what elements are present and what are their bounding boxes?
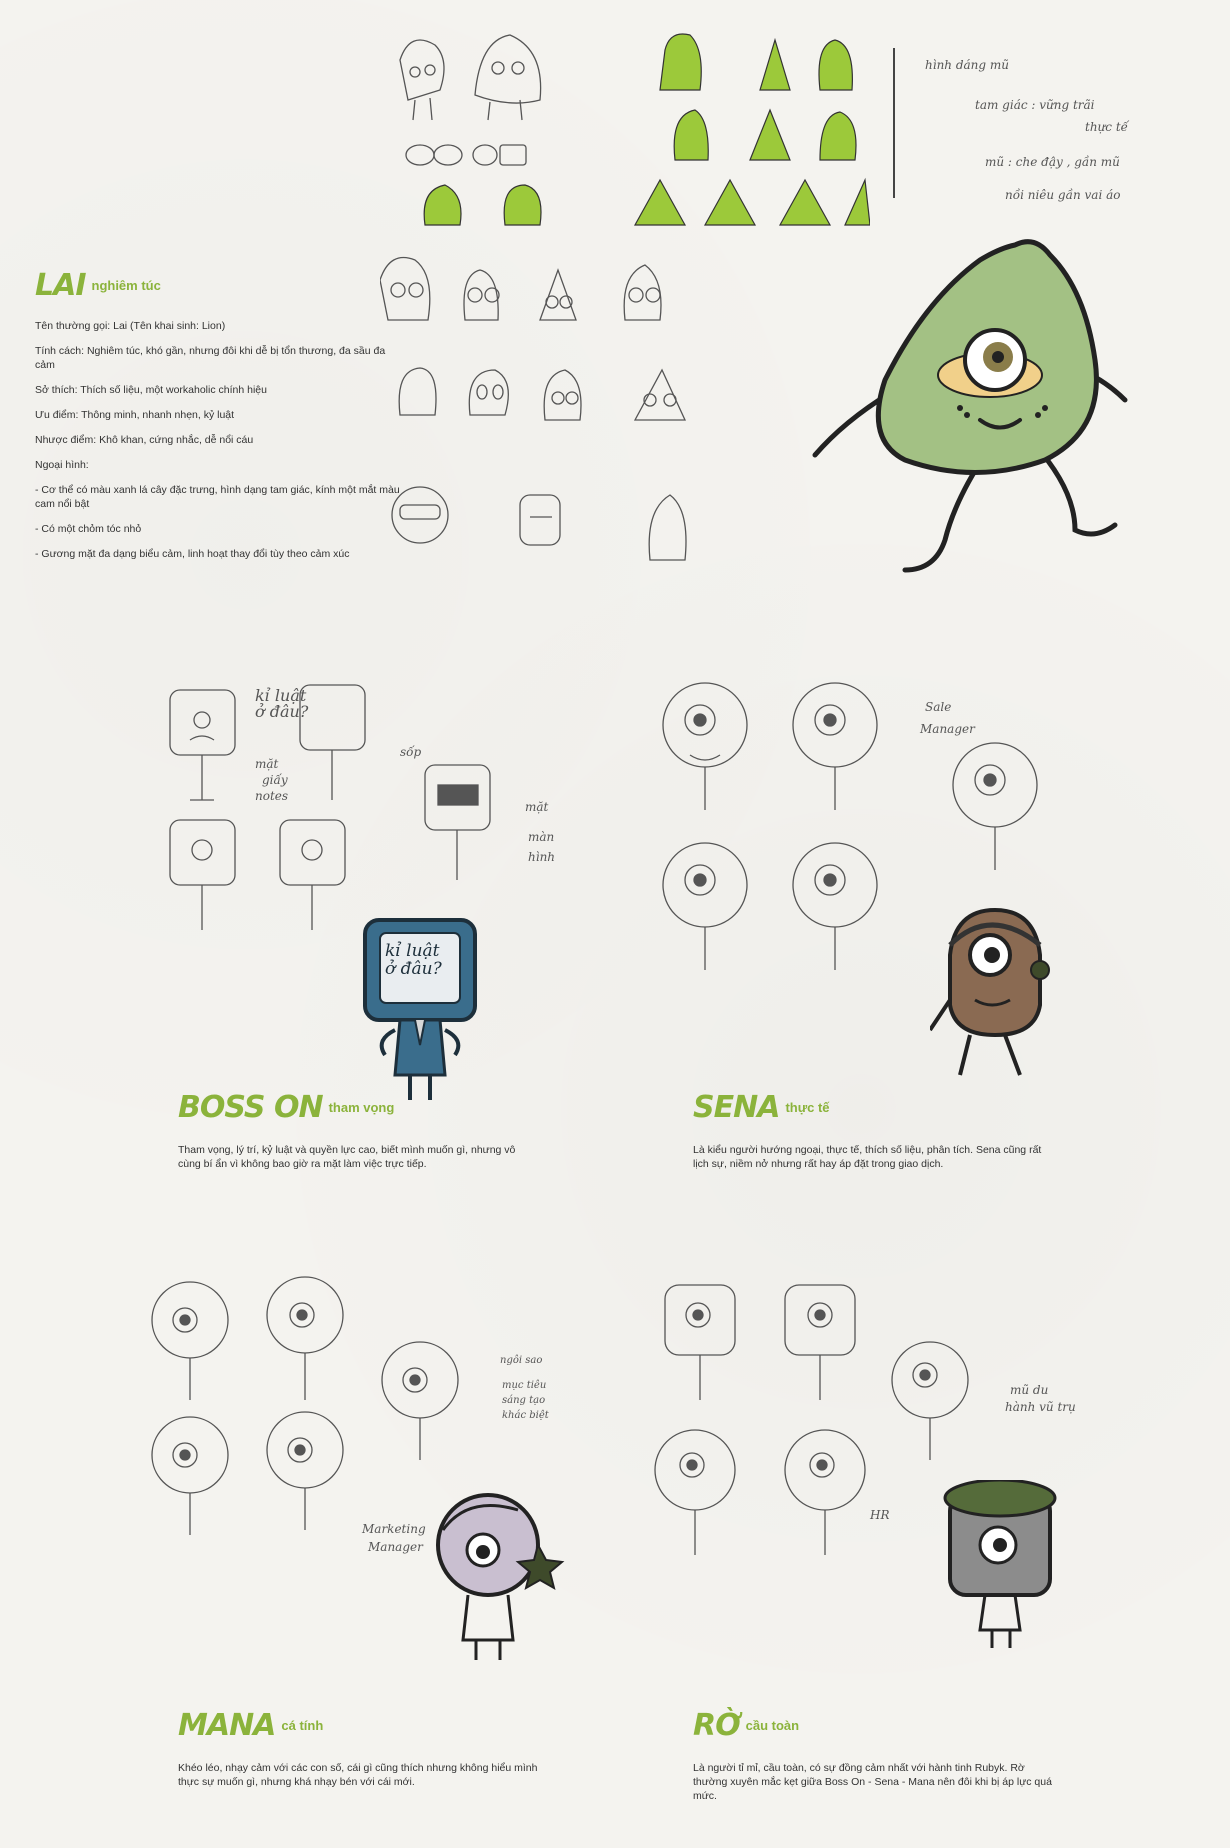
mana-note: mục tiêu <box>502 1380 547 1391</box>
screen-line: kỉ luật <box>385 941 440 961</box>
boss-note: màn <box>528 830 555 844</box>
lai-note: tam giác : vững trãi <box>975 98 1095 112</box>
mana-description: Khéo léo, nhạy cảm với các con số, cái gì cũng thích nhưng không hiểu mình thực sự muốn gì, nhưng khá nhạy bén với cái mới. <box>178 1762 538 1788</box>
lai-line: Ưu điểm: Thông minh, nhanh nhẹn, kỷ luật <box>35 409 235 421</box>
lai-color-sketches <box>420 20 870 240</box>
lai-note: hình dáng mũ <box>925 58 1010 72</box>
ro-section <box>693 1708 1053 1803</box>
ro-pencil-sketches <box>650 1270 980 1590</box>
lai-line: - Có một chỏm tóc nhỏ <box>35 523 142 535</box>
lai-line: Tên thường gọi: Lai (Tên khai sinh: Lion) <box>35 320 226 332</box>
boss-on-heading <box>178 1090 538 1125</box>
sena-note: Sale <box>925 700 952 714</box>
boss-note: giấy <box>262 773 288 787</box>
lai-tag: nghiêm túc <box>91 278 161 293</box>
lai-description <box>35 319 405 561</box>
mana-tag: cá tính <box>281 1718 324 1733</box>
boss-note: hình <box>528 850 556 864</box>
ro-character <box>940 1480 1065 1650</box>
note-divider <box>893 48 895 198</box>
lai-line: - Gương mặt đa dạng biểu cảm, linh hoạt thay đổi tùy theo cảm xúc <box>35 548 350 560</box>
ro-note: hành vũ trụ <box>1005 1400 1076 1414</box>
screen-line: ở đâu? <box>255 702 309 721</box>
boss-screen-sketch-text <box>255 688 308 720</box>
mana-note: Manager <box>368 1540 423 1554</box>
sena-note: Manager <box>920 722 975 736</box>
lai-name: LAI <box>35 268 86 303</box>
boss-note: mặt <box>255 757 279 771</box>
sena-tag: thực tế <box>785 1100 830 1115</box>
mana-note: ngôi sao <box>500 1355 543 1366</box>
screen-line: kỉ luật <box>255 686 307 705</box>
ro-description: Là người tỉ mỉ, cầu toàn, có sự đồng cảm nhất với hành tinh Rubyk. Rờ thường xuyên mắc kẹt giữa Boss On - Sena - Mana nên đôi khi bị áp lực quá mức. <box>693 1762 1052 1802</box>
ro-heading <box>693 1708 1053 1743</box>
lai-note: thực tế <box>1085 120 1129 134</box>
sena-heading <box>693 1090 1053 1125</box>
lai-line: Tính cách: Nghiêm túc, khó gần, nhưng đôi khi dễ bị tổn thương, đa sầu đa cảm <box>35 345 386 371</box>
boss-screen-text <box>385 942 442 978</box>
boss-on-tag: tham vọng <box>328 1100 395 1115</box>
mana-name: MANA <box>178 1708 276 1743</box>
lai-note: mũ : che đậy , gần mũ <box>985 155 1120 169</box>
boss-on-description: Tham vọng, lý trí, kỷ luật và quyền lực cao, biết mình muốn gì, nhưng vô cùng bí ẩn vì không bao giờ ra mặt làm việc trực tiếp. <box>178 1144 516 1170</box>
sena-character <box>930 905 1060 1085</box>
ro-name: RỜ <box>693 1708 740 1743</box>
lai-line: Sở thích: Thích số liệu, một workaholic chính hiệu <box>35 384 267 396</box>
sena-description: Là kiểu người hướng ngoại, thực tế, thích số liệu, phân tích. Sena cũng rất lịch sự, niềm nở nhưng rất hay áp đặt trong giao dịch. <box>693 1144 1042 1170</box>
lai-heading <box>35 268 405 303</box>
lai-line: Ngoại hình: <box>35 459 89 471</box>
mana-section <box>178 1708 538 1789</box>
lai-main-character <box>805 230 1135 590</box>
mana-note: Marketing <box>362 1522 426 1536</box>
mana-heading <box>178 1708 538 1743</box>
boss-note: sốp <box>400 745 422 759</box>
boss-note: notes <box>255 789 289 803</box>
mana-character <box>428 1490 568 1665</box>
boss-on-name: BOSS ON <box>178 1090 323 1125</box>
boss-on-section <box>178 1090 538 1171</box>
lai-line: - Cơ thể có màu xanh lá cây đặc trưng, hình dạng tam giác, kính một mắt màu cam nổi bật <box>35 484 400 510</box>
ro-tag: cầu toàn <box>745 1718 800 1733</box>
screen-line: ở đâu? <box>385 959 442 979</box>
boss-note: mặt <box>525 800 549 814</box>
sena-section <box>693 1090 1053 1171</box>
lai-note: nồi niêu gần vai áo <box>1005 188 1121 202</box>
mana-note: khác biệt <box>502 1410 549 1421</box>
ro-note: mũ du <box>1010 1383 1049 1397</box>
sena-name: SENA <box>693 1090 780 1125</box>
mana-note: sáng tạo <box>502 1395 546 1406</box>
lai-section <box>35 268 405 572</box>
lai-line: Nhược điểm: Khô khan, cứng nhắc, dễ nổi cáu <box>35 434 254 446</box>
ro-note: HR <box>870 1508 890 1522</box>
